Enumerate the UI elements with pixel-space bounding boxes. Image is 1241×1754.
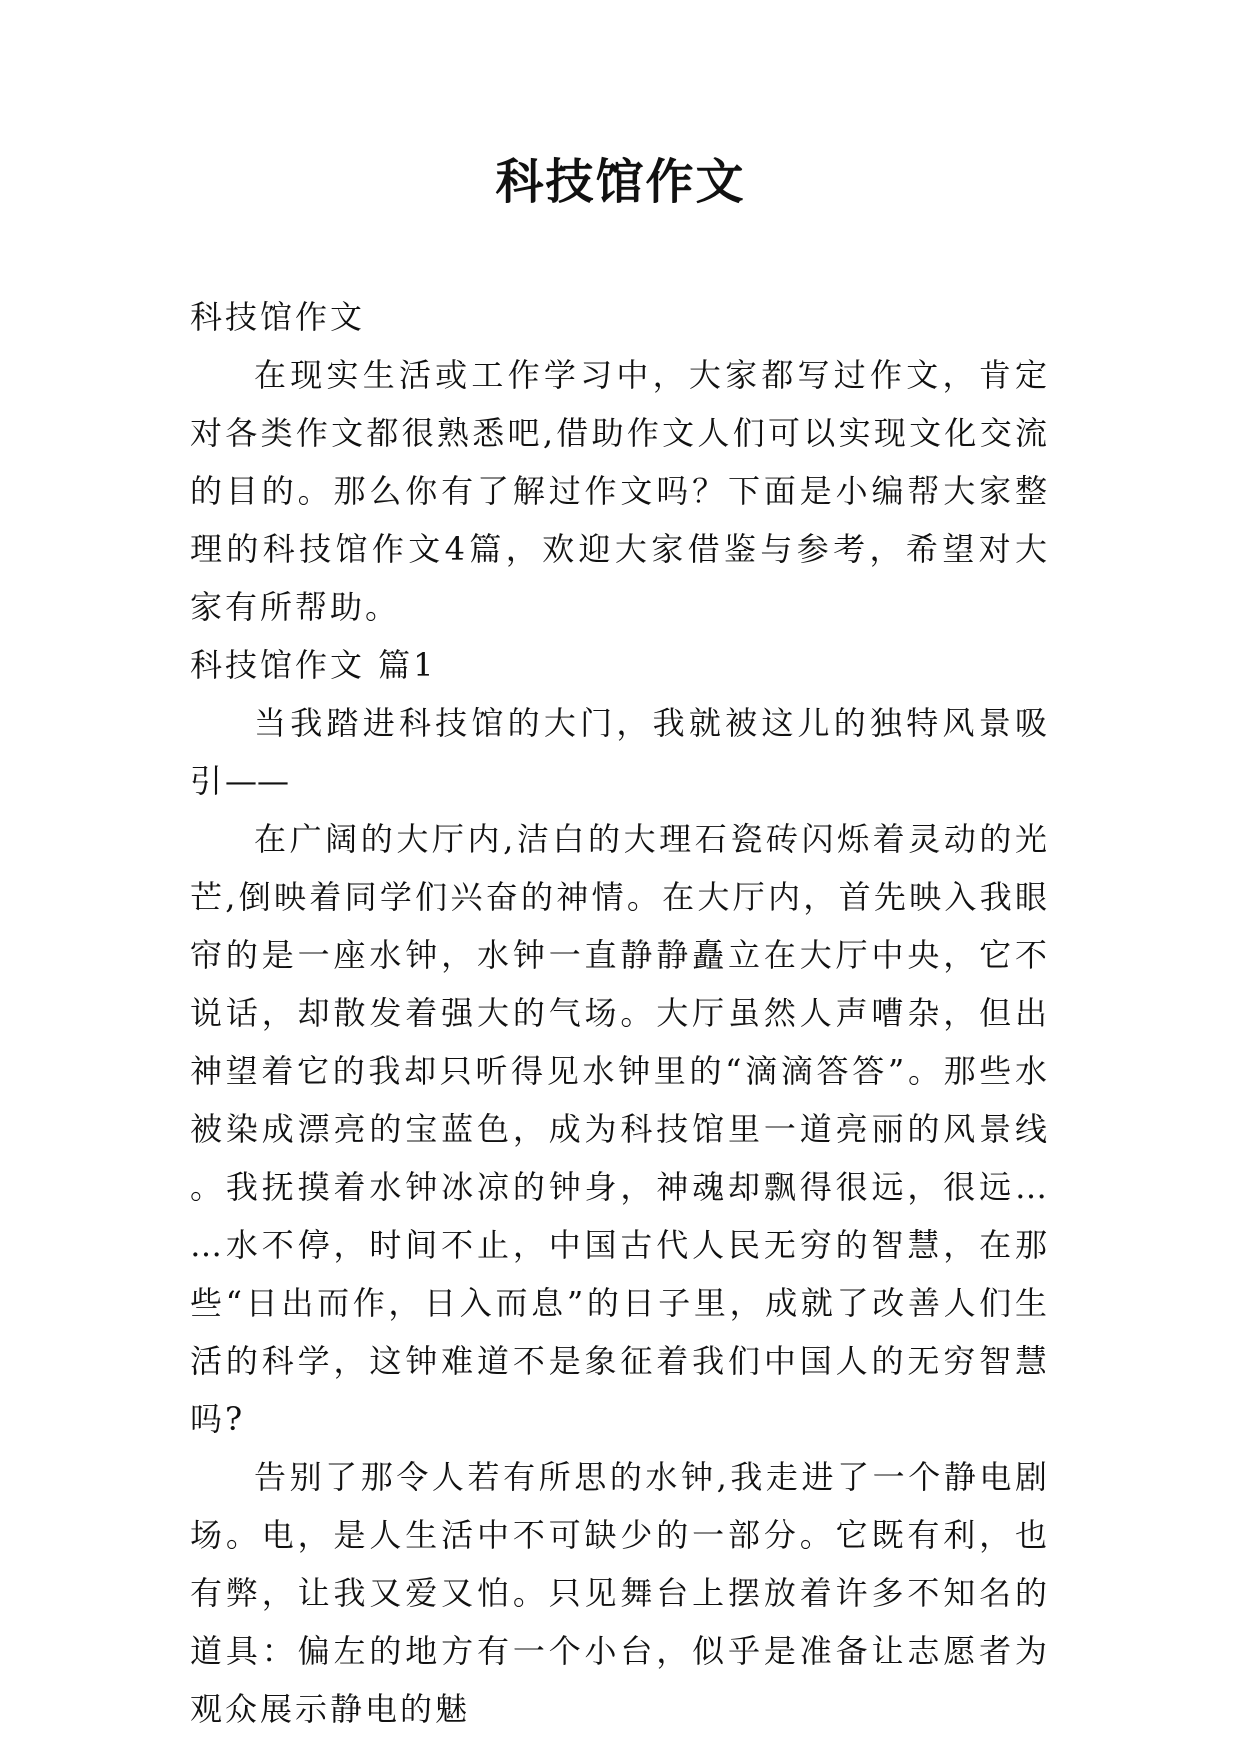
paragraph-1-text: 当我踏进科技馆的大门，我就被这儿的独特风景吸引 bbox=[190, 704, 1050, 800]
paragraph-2: 在广阔的大厅内,洁白的大理石瓷砖闪烁着灵动的光芒,倒映着同学们兴奋的神情。在大厅内，首先映入我眼帘的是一座水钟，水钟一直静静矗立在大厅中央，它不说话，却散发着强大的气场。大厅虽然人声嘈杂，但出神望着它的我却只听得见水钟里的“滴滴答答”。那些水被染成漂亮的宝蓝色，成为科技馆里一道亮丽的风景线。我抚摸着水钟冰凉的钟身，神魂却飘得很远，很远……水不停，时间不止，中国古代人民无穷的智慧，在那些“日出而作，日入而息”的日子里，成就了改善人们生活的科学，这钟难道不是象征着我们中国人的无穷智慧吗? bbox=[190, 820, 1050, 1438]
intro-paragraph: 在现实生活或工作学习中，大家都写过作文，肯定对各类作文都很熟悉吧,借助作文人们可以实现文化交流的目的。那么你有了解过作文吗？下面是小编帮大家整理的科技馆作文4篇，欢迎大家借鉴与参考，希望对大家有所帮助。 bbox=[190, 356, 1050, 626]
document-body bbox=[190, 288, 1050, 1738]
paragraph-1 bbox=[190, 694, 1050, 810]
document-subtitle: 科技馆作文 bbox=[190, 298, 366, 336]
paragraph-3: 告别了那令人若有所思的水钟,我走进了一个静电剧场。电，是人生活中不可缺少的一部分。它既有利，也有弊，让我又爱又怕。只见舞台上摆放着许多不知名的道具：偏左的地方有一个小台，似乎是准备让志愿者为观众展示静电的魅 bbox=[190, 1458, 1050, 1728]
paragraph-1-dash: —— bbox=[225, 762, 290, 800]
page-title: 科技馆作文 bbox=[495, 154, 746, 210]
section-heading: 科技馆作文 篇1 bbox=[190, 646, 437, 684]
